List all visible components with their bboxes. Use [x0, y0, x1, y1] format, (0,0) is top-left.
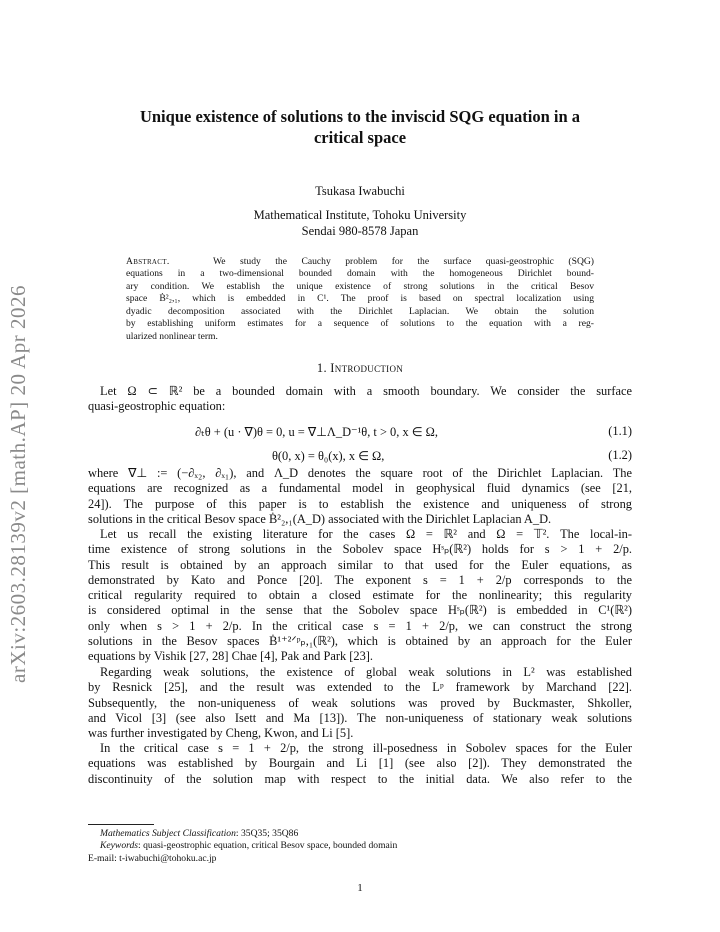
title-line-2: critical space	[313, 128, 407, 147]
equation-1-2	[88, 448, 632, 466]
equation-1-1-expression: ∂ₜθ + (u · ∇)θ = 0, u = ∇⊥Λ_D⁻¹θ, t > 0, x ∈ Ω,	[195, 425, 438, 439]
author-block	[100, 183, 620, 239]
equation-1-1-number: (1.1)	[608, 424, 632, 438]
footnote-msc: Mathematics Subject Classification: 35Q35; 35Q86	[100, 828, 299, 839]
abstract-line-1: Abstract. We study the Cauchy problem for the surface quasi-geostrophic (SQG)	[126, 256, 594, 267]
text-line: equations are recognized as a fundamental model in geophysical fluid dynamics (see [21,	[88, 481, 632, 496]
author-name: Tsukasa Iwabuchi	[315, 184, 405, 198]
footnote-keywords: Keywords: quasi-geostrophic equation, critical Besov space, bounded domain	[100, 840, 398, 852]
footnotes	[88, 828, 632, 865]
abstract-line-4: space Ḃ²₂,₁, which is embedded in C¹. The proof is based on spectral localization using	[126, 293, 594, 305]
arxiv-identifier-watermark: arXiv:2603.28139v2 [math.AP] 20 Apr 2026	[6, 285, 30, 683]
paragraph-4	[88, 665, 632, 741]
text-line: Let us recall the existing literature for the cases Ω = ℝ² and Ω = 𝕋². The local-in-	[100, 527, 632, 541]
footnote-rule	[88, 824, 154, 825]
affiliation-line-1: Mathematical Institute, Tohoku University	[253, 208, 467, 222]
text-line: where ∇⊥ := (−∂ₓ₂, ∂ₓ₁), and Λ_D denotes the square root of the Dirichlet Laplacian. The	[88, 466, 632, 480]
text-line: by Resnick [25], and the result was extended to the Lᵖ framework by Marchand [22].	[88, 680, 632, 695]
text-line: only when s > 1 + 2/p. In the critical case s = 1 + 2/p, we can construct the strong	[88, 618, 632, 633]
text-line: equations was established by Bourgain and Li [1] (see also [2]). They demonstrated the	[88, 756, 632, 771]
abstract-heading: Abstract.	[126, 256, 170, 267]
text-line: demonstrated by Kato and Ponce [20]. The exponent s = 1 + 2/p corresponds to the	[88, 572, 632, 587]
text-line: is considered optimal in the sense that the Sobolev space Hˢₚ(ℝ²) is embedded in C¹(ℝ²)	[88, 603, 632, 618]
paragraph-5	[88, 741, 632, 787]
paragraph-1	[88, 384, 632, 415]
affiliation-line-2: Sendai 980-8578 Japan	[301, 224, 419, 238]
text-line: critical regularity required to obtain a closed estimate for the nonlinearity; this regularity	[88, 588, 632, 603]
equation-1-2-expression: θ(0, x) = θ₀(x), x ∈ Ω,	[272, 449, 385, 463]
footnote-email: E-mail: t-iwabuchi@tohoku.ac.jp	[88, 852, 217, 864]
text-line: Subsequently, the non-uniqueness of weak solutions was proved by Buckmaster, Shkoller,	[88, 695, 632, 710]
paragraph-2	[88, 466, 632, 527]
text-line: In the critical case s = 1 + 2/p, the strong ill-posedness in Sobolev spaces for the Euler	[100, 741, 632, 755]
abstract-line-5: dyadic decomposition associated with the Dirichlet Laplacian. We obtain the solution	[126, 305, 594, 317]
title-line-1: Unique existence of solutions to the inviscid SQG equation in a	[139, 107, 581, 126]
text-line: and Vicol [3] (see also Isett and Ma [13]). The non-uniqueness of stationary weak solutions	[88, 710, 632, 725]
text-line: discontinuity of the solution map with respect to the initial data. We also refer to the	[88, 771, 632, 786]
abstract-line-2: equations in a two-dimensional bounded domain with the homogeneous Dirichlet bound-	[126, 268, 594, 280]
text-line: quasi-geostrophic equation:	[88, 399, 226, 414]
text-line: time existence of strong solutions in the Sobolev space Hˢₚ(ℝ²) holds for s > 1 + 2/p.	[88, 542, 632, 557]
abstract-line-6: by establishing uniform estimates for a sequence of solutions to the equation with a reg-	[126, 318, 594, 330]
abstract	[126, 256, 594, 343]
text-line: solutions in the Besov spaces Ḃ¹⁺²ᐟᵖₚ,₁(ℝ²), which is obtained by an approach for the Euler	[88, 634, 632, 649]
abstract-line-7: ularized nonlinear term.	[126, 330, 218, 342]
text-line: Regarding weak solutions, the existence of global weak solutions in L² was established	[100, 665, 632, 679]
paper-title	[88, 106, 632, 148]
page-number: 1	[357, 882, 363, 894]
text-line: Let Ω ⊂ ℝ² be a bounded domain with a smooth boundary. We consider the surface	[100, 384, 632, 398]
text-line: equations by Vishik [27, 28] Chae [4], Pak and Park [23].	[88, 649, 373, 664]
text-line: was further investigated by Cheng, Kwon, and Li [5].	[88, 726, 354, 741]
abstract-line-3: ary condition. We establish the unique existence of strong solutions in the critical Besov	[126, 280, 594, 292]
text-line: 24]). The purpose of this paper is to establish the existence and uniqueness of strong	[88, 496, 632, 511]
text-line: This result is obtained by an approach similar to that used for the Euler equations, as	[88, 557, 632, 572]
equation-1-2-number: (1.2)	[608, 448, 632, 462]
section-heading-introduction: 1. Introduction	[316, 361, 404, 375]
text-line: solutions in the critical Besov space Ḃ²₂,₁(A_D) associated with the Dirichlet Laplacian A_D.	[88, 511, 552, 526]
paragraph-3	[88, 527, 632, 665]
equation-1-1	[88, 424, 632, 442]
